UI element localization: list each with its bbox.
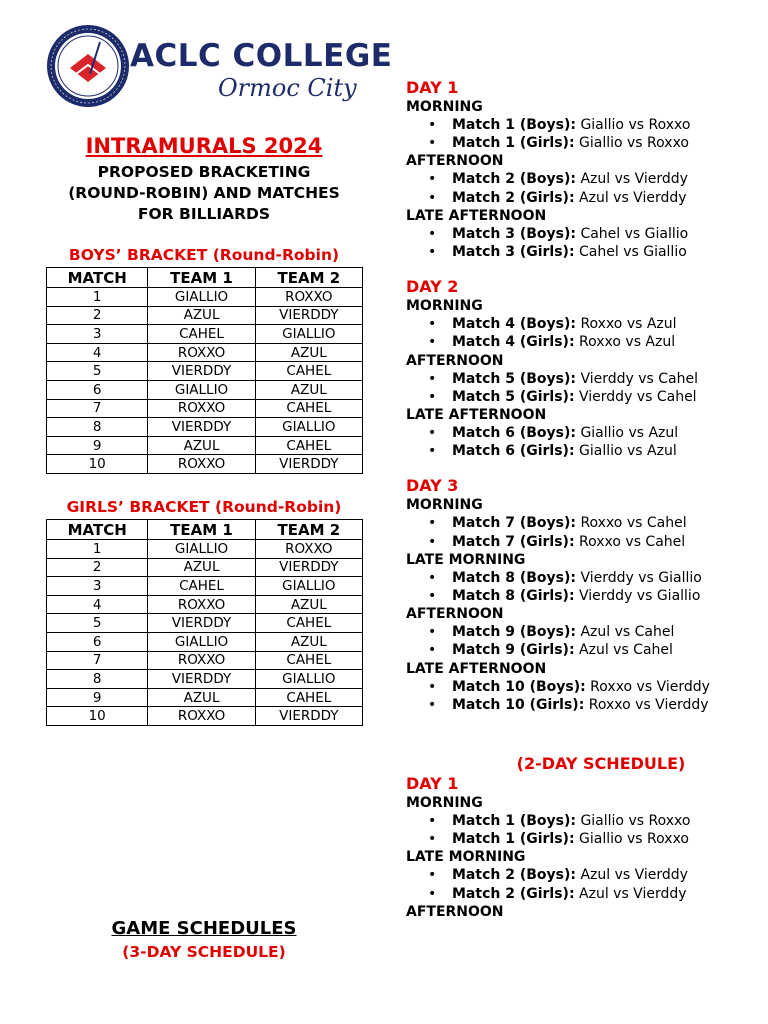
table-cell: VIERDDY xyxy=(148,670,255,689)
table-row xyxy=(47,651,363,670)
match-list xyxy=(406,225,746,261)
match-teams: Roxxo vs Cahel xyxy=(580,515,687,532)
period-heading: AFTERNOON xyxy=(406,352,504,369)
boys-bracket-table xyxy=(46,267,363,474)
day-heading: DAY 1 xyxy=(406,774,459,794)
table-cell: GIALLIO xyxy=(255,670,362,689)
match-item xyxy=(452,830,746,848)
spacer xyxy=(406,261,746,277)
column-header: MATCH xyxy=(47,520,148,540)
period-heading: MORNING xyxy=(406,99,483,115)
match-list xyxy=(406,424,746,460)
match-teams: Giallio vs Azul xyxy=(580,425,679,442)
period-heading: MORNING xyxy=(406,497,483,514)
match-item xyxy=(452,424,746,442)
table-cell: GIALLIO xyxy=(148,380,255,399)
match-label: Match 6 (Girls): xyxy=(452,443,575,460)
college-name: ACLC COLLEGE xyxy=(130,38,393,74)
table-cell: CAHEL xyxy=(255,651,362,670)
table-cell: 8 xyxy=(47,418,148,437)
table-cell: ROXXO xyxy=(148,595,255,614)
table-row xyxy=(47,614,363,633)
table-cell: 6 xyxy=(47,632,148,651)
table-cell: VIERDDY xyxy=(255,306,362,325)
table-cell: 4 xyxy=(47,343,148,362)
subtitle-line: (ROUND-ROBIN) AND MATCHES xyxy=(68,184,340,202)
table-cell: CAHEL xyxy=(255,362,362,381)
table-cell: 8 xyxy=(47,670,148,689)
match-item xyxy=(452,587,746,605)
match-teams: Azul vs Vierddy xyxy=(579,885,687,902)
period-heading: AFTERNOON xyxy=(406,606,504,623)
college-logo xyxy=(46,24,393,114)
table-cell: CAHEL xyxy=(255,399,362,418)
table-row xyxy=(47,325,363,344)
table-cell: 3 xyxy=(47,577,148,596)
table-cell: 4 xyxy=(47,595,148,614)
match-label: Match 2 (Boys): xyxy=(452,171,576,188)
match-teams: Vierddy vs Cahel xyxy=(579,388,697,405)
match-item xyxy=(452,189,746,207)
match-label: Match 2 (Girls): xyxy=(452,885,575,902)
match-label: Match 1 (Girls): xyxy=(452,831,575,848)
match-label: Match 2 (Girls): xyxy=(452,189,575,206)
table-cell: AZUL xyxy=(255,595,362,614)
table-cell: AZUL xyxy=(148,688,255,707)
match-teams: Cahel vs Giallio xyxy=(580,225,689,242)
match-label: Match 3 (Boys): xyxy=(452,225,576,242)
table-cell: ROXXO xyxy=(255,540,362,559)
table-cell: VIERDDY xyxy=(255,707,362,726)
table-row xyxy=(47,362,363,381)
match-item xyxy=(452,388,746,406)
period-heading: MORNING xyxy=(406,298,483,315)
table-cell: 7 xyxy=(47,651,148,670)
match-label: Match 5 (Boys): xyxy=(452,370,576,387)
column-header: TEAM 1 xyxy=(148,268,255,288)
two-day-schedule-title: (2-DAY SCHEDULE) xyxy=(516,754,686,774)
match-teams: Roxxo vs Azul xyxy=(579,334,676,351)
column-header: TEAM 2 xyxy=(255,520,362,540)
table-cell: VIERDDY xyxy=(148,418,255,437)
table-row xyxy=(47,288,363,307)
table-cell: 7 xyxy=(47,399,148,418)
table-row xyxy=(47,558,363,577)
period-heading: LATE AFTERNOON xyxy=(406,660,547,677)
match-teams: Giallio vs Roxxo xyxy=(580,117,691,133)
match-teams: Azul vs Cahel xyxy=(580,624,675,641)
match-label: Match 1 (Girls): xyxy=(452,135,575,152)
table-cell: GIALLIO xyxy=(255,325,362,344)
table-row xyxy=(47,595,363,614)
subtitle-line: FOR BILLIARDS xyxy=(137,205,271,223)
table-cell: GIALLIO xyxy=(148,540,255,559)
match-list xyxy=(406,678,746,714)
spacer xyxy=(406,714,746,730)
table-row xyxy=(47,343,363,362)
match-item xyxy=(452,315,746,333)
day-heading: DAY 1 xyxy=(406,78,459,97)
match-teams: Roxxo vs Azul xyxy=(580,316,677,333)
match-teams: Giallio vs Azul xyxy=(579,443,677,460)
table-cell: 10 xyxy=(47,707,148,726)
table-cell: AZUL xyxy=(255,343,362,362)
college-city: Ormoc City xyxy=(218,74,357,102)
match-teams: Vierddy vs Cahel xyxy=(580,370,698,387)
match-item xyxy=(452,134,746,152)
table-cell: 9 xyxy=(47,436,148,455)
match-teams: Vierddy vs Giallio xyxy=(579,588,701,605)
boys-bracket-title: BOYS’ BRACKET (Round-Robin) xyxy=(68,246,340,264)
table-cell: CAHEL xyxy=(255,436,362,455)
table-cell: AZUL xyxy=(148,306,255,325)
match-item xyxy=(452,678,746,696)
match-list xyxy=(406,315,746,351)
match-item xyxy=(452,812,746,830)
spacer xyxy=(406,730,746,754)
table-cell: 5 xyxy=(47,614,148,633)
column-header: TEAM 2 xyxy=(255,268,362,288)
match-list xyxy=(406,370,746,406)
spacer xyxy=(406,460,746,476)
table-row xyxy=(47,455,363,474)
table-cell: VIERDDY xyxy=(255,455,362,474)
table-cell: GIALLIO xyxy=(255,577,362,596)
table-row xyxy=(47,632,363,651)
match-label: Match 10 (Girls): xyxy=(452,696,585,713)
match-item xyxy=(452,533,746,551)
game-schedules-subtitle: (3-DAY SCHEDULE) xyxy=(122,943,286,961)
match-item xyxy=(452,641,746,659)
table-cell: 1 xyxy=(47,288,148,307)
match-list xyxy=(406,812,746,848)
period-heading: AFTERNOON xyxy=(406,903,504,920)
match-item xyxy=(452,569,746,587)
table-cell: GIALLIO xyxy=(148,288,255,307)
subtitle-line: PROPOSED BRACKETING xyxy=(97,163,311,181)
match-list xyxy=(406,514,746,550)
schedule-column xyxy=(406,78,746,921)
match-item xyxy=(452,333,746,351)
period-heading: LATE MORNING xyxy=(406,551,526,568)
match-teams: Roxxo vs Vierddy xyxy=(590,678,710,695)
girls-bracket-table xyxy=(46,519,363,726)
page-subtitle xyxy=(46,162,362,225)
match-teams: Giallio vs Roxxo xyxy=(579,831,689,848)
match-label: Match 7 (Girls): xyxy=(452,533,575,550)
table-cell: ROXXO xyxy=(148,707,255,726)
game-schedules-title: GAME SCHEDULES xyxy=(111,918,297,939)
match-label: Match 9 (Girls): xyxy=(452,642,575,659)
match-item xyxy=(452,696,746,714)
match-teams: Azul vs Vierddy xyxy=(580,867,688,884)
match-item xyxy=(452,866,746,884)
page-title: INTRAMURALS 2024 xyxy=(85,134,323,158)
table-row xyxy=(47,688,363,707)
match-label: Match 8 (Girls): xyxy=(452,588,575,605)
match-teams: Azul vs Vierddy xyxy=(579,189,687,206)
table-cell: 1 xyxy=(47,540,148,559)
match-teams: Roxxo vs Vierddy xyxy=(588,696,709,713)
table-cell: CAHEL xyxy=(255,614,362,633)
table-cell: ROXXO xyxy=(148,651,255,670)
match-label: Match 7 (Boys): xyxy=(452,515,576,532)
match-item xyxy=(452,243,746,261)
match-label: Match 3 (Girls): xyxy=(452,244,575,261)
table-cell: 9 xyxy=(47,688,148,707)
table-row xyxy=(47,306,363,325)
match-label: Match 1 (Boys): xyxy=(452,813,576,830)
college-seal-icon xyxy=(46,24,130,108)
match-label: Match 1 (Boys): xyxy=(452,117,576,133)
table-cell: ROXXO xyxy=(148,343,255,362)
match-teams: Azul vs Cahel xyxy=(579,642,673,659)
table-cell: 10 xyxy=(47,455,148,474)
table-row xyxy=(47,577,363,596)
match-list xyxy=(406,569,746,605)
match-item xyxy=(452,442,746,460)
match-item xyxy=(452,885,746,903)
match-item xyxy=(452,514,746,532)
table-cell: ROXXO xyxy=(255,288,362,307)
period-heading: LATE AFTERNOON xyxy=(406,207,547,224)
match-label: Match 4 (Girls): xyxy=(452,334,575,351)
table-cell: 3 xyxy=(47,325,148,344)
match-teams: Azul vs Vierddy xyxy=(580,171,688,188)
match-teams: Roxxo vs Cahel xyxy=(579,533,686,550)
column-header: MATCH xyxy=(47,268,148,288)
table-row xyxy=(47,670,363,689)
table-cell: 5 xyxy=(47,362,148,381)
girls-bracket-title: GIRLS’ BRACKET (Round-Robin) xyxy=(66,498,342,516)
table-cell: ROXXO xyxy=(148,455,255,474)
table-row xyxy=(47,436,363,455)
table-cell: 2 xyxy=(47,306,148,325)
table-cell: CAHEL xyxy=(148,577,255,596)
table-row xyxy=(47,399,363,418)
table-cell: GIALLIO xyxy=(148,632,255,651)
table-cell: VIERDDY xyxy=(255,558,362,577)
table-cell: CAHEL xyxy=(148,325,255,344)
match-list xyxy=(406,170,746,206)
table-cell: 2 xyxy=(47,558,148,577)
match-label: Match 9 (Boys): xyxy=(452,624,576,641)
table-cell: AZUL xyxy=(255,380,362,399)
table-cell: AZUL xyxy=(255,632,362,651)
match-list xyxy=(406,116,746,152)
match-label: Match 2 (Boys): xyxy=(452,867,576,884)
match-label: Match 8 (Boys): xyxy=(452,569,576,586)
match-list xyxy=(406,623,746,659)
match-item xyxy=(452,170,746,188)
match-list xyxy=(406,866,746,902)
match-label: Match 6 (Boys): xyxy=(452,425,576,442)
match-label: Match 4 (Boys): xyxy=(452,316,576,333)
match-item xyxy=(452,623,746,641)
match-label: Match 10 (Boys): xyxy=(452,678,586,695)
day-heading: DAY 2 xyxy=(406,277,459,297)
table-row xyxy=(47,707,363,726)
table-cell: CAHEL xyxy=(255,688,362,707)
period-heading: AFTERNOON xyxy=(406,153,504,170)
table-cell: VIERDDY xyxy=(148,614,255,633)
match-item xyxy=(452,225,746,243)
column-header: TEAM 1 xyxy=(148,520,255,540)
table-row xyxy=(47,380,363,399)
match-teams: Cahel vs Giallio xyxy=(579,244,687,261)
period-heading: LATE AFTERNOON xyxy=(406,407,547,424)
match-teams: Giallio vs Roxxo xyxy=(580,813,691,830)
match-teams: Giallio vs Roxxo xyxy=(579,135,689,152)
table-row xyxy=(47,540,363,559)
table-cell: AZUL xyxy=(148,558,255,577)
period-heading: LATE MORNING xyxy=(406,849,526,866)
table-cell: 6 xyxy=(47,380,148,399)
table-cell: ROXXO xyxy=(148,399,255,418)
period-heading: MORNING xyxy=(406,795,483,812)
table-cell: VIERDDY xyxy=(148,362,255,381)
table-cell: GIALLIO xyxy=(255,418,362,437)
table-cell: AZUL xyxy=(148,436,255,455)
day-heading: DAY 3 xyxy=(406,476,459,496)
match-item xyxy=(452,370,746,388)
match-teams: Vierddy vs Giallio xyxy=(580,569,702,586)
match-item xyxy=(452,116,746,134)
match-label: Match 5 (Girls): xyxy=(452,388,575,405)
table-row xyxy=(47,418,363,437)
